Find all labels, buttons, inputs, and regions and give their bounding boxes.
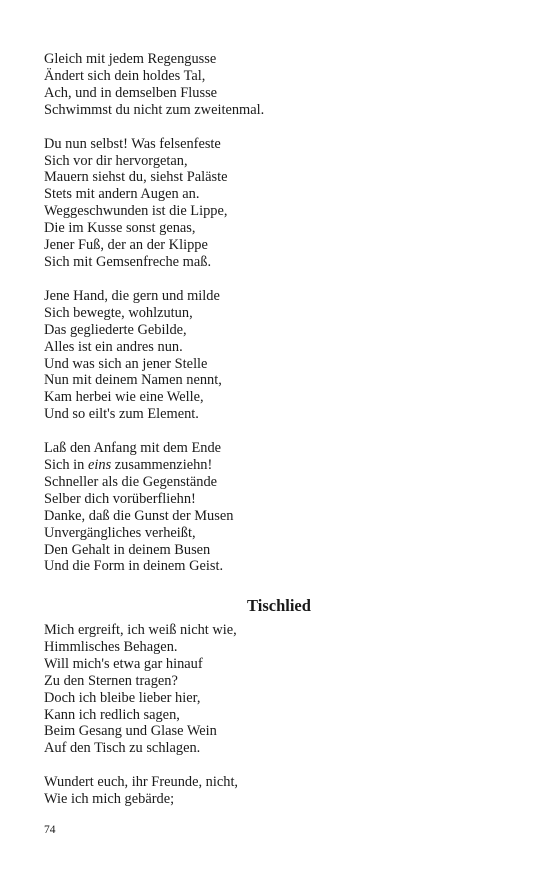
verse-line: Du nun selbst! Was felsenfeste: [44, 135, 221, 152]
verse-line: Kam herbei wie eine Welle,: [44, 389, 204, 406]
emphasized-word: eins: [87, 457, 112, 474]
verse-line: Laß den Anfang mit dem Ende: [44, 440, 222, 457]
verse-line: Das gegliederte Gebilde,: [44, 321, 187, 338]
verse-line: Schwimmst du nicht zum zweitenmal.: [44, 101, 265, 118]
verse-fragment: zusammenziehn!: [111, 457, 213, 474]
stanza-2: [44, 136, 514, 271]
stanza-3: [44, 288, 514, 423]
verse-line: Himmlisches Behagen.: [44, 638, 178, 655]
verse-line: Und was sich an jener Stelle: [44, 355, 208, 372]
verse-line-with-emphasis: [44, 457, 514, 474]
verse-line: Wie ich mich gebärde;: [44, 791, 175, 808]
verse-line: Sich bewegte, wohlzutun,: [44, 304, 193, 321]
verse-line: Danke, daß die Gunst der Musen: [44, 507, 234, 524]
verse-line: Jener Fuß, der an der Klippe: [44, 237, 208, 254]
verse-line: Sich vor dir hervorgetan,: [44, 152, 188, 169]
verse-line: Stets mit andern Augen an.: [44, 186, 200, 203]
verse-line: Jene Hand, die gern und milde: [44, 287, 220, 304]
verse-line: Kann ich redlich sagen,: [44, 706, 180, 723]
verse-line: Auf den Tisch zu schlagen.: [44, 740, 201, 757]
verse-line: Wundert euch, ihr Freunde, nicht,: [44, 774, 239, 791]
poem-title: Tischlied: [247, 596, 311, 615]
verse-line: Den Gehalt in deinem Busen: [44, 541, 211, 558]
stanza-2: [44, 774, 514, 808]
verse-line: Mich ergreift, ich weiß nicht wie,: [44, 622, 237, 638]
verse-line: Schneller als die Gegenstände: [44, 473, 218, 490]
verse-line: Zu den Sternen tragen?: [44, 672, 178, 689]
verse-line: Will mich's etwa gar hinauf: [44, 655, 203, 672]
verse-line: Sich mit Gemsenfreche maß.: [44, 253, 212, 270]
verse-line: Und die Form in deinem Geist.: [44, 558, 224, 575]
verse-line: Doch ich bleibe lieber hier,: [44, 689, 201, 706]
verse-line: Die im Kusse sonst genas,: [44, 220, 196, 237]
poem-tischlied: [44, 622, 514, 825]
stanza-1: [44, 51, 514, 119]
verse-line: Unvergängliches verheißt,: [44, 524, 196, 541]
verse-line: Selber dich vorüberfliehn!: [44, 490, 196, 507]
stanza-4: [44, 440, 514, 575]
stanza-1: [44, 622, 514, 757]
verse-line: Ändert sich dein holdes Tal,: [44, 67, 206, 84]
verse-line: Gleich mit jedem Regengusse: [44, 51, 217, 67]
poem-continuation: [44, 51, 514, 575]
verse-line: Alles ist ein andres nun.: [44, 338, 183, 355]
verse-line: Ach, und in demselben Flusse: [44, 84, 218, 101]
verse-fragment: Sich in: [44, 457, 88, 474]
verse-line: Nun mit deinem Namen nennt,: [44, 372, 222, 389]
verse-line: Und so eilt's zum Element.: [44, 406, 199, 423]
page-text-block: [44, 51, 514, 808]
verse-line: Weggeschwunden ist die Lippe,: [44, 203, 228, 220]
verse-line: Mauern siehst du, siehst Paläste: [44, 169, 228, 186]
page-number: 74: [44, 824, 56, 836]
verse-line: Beim Gesang und Glase Wein: [44, 723, 217, 740]
